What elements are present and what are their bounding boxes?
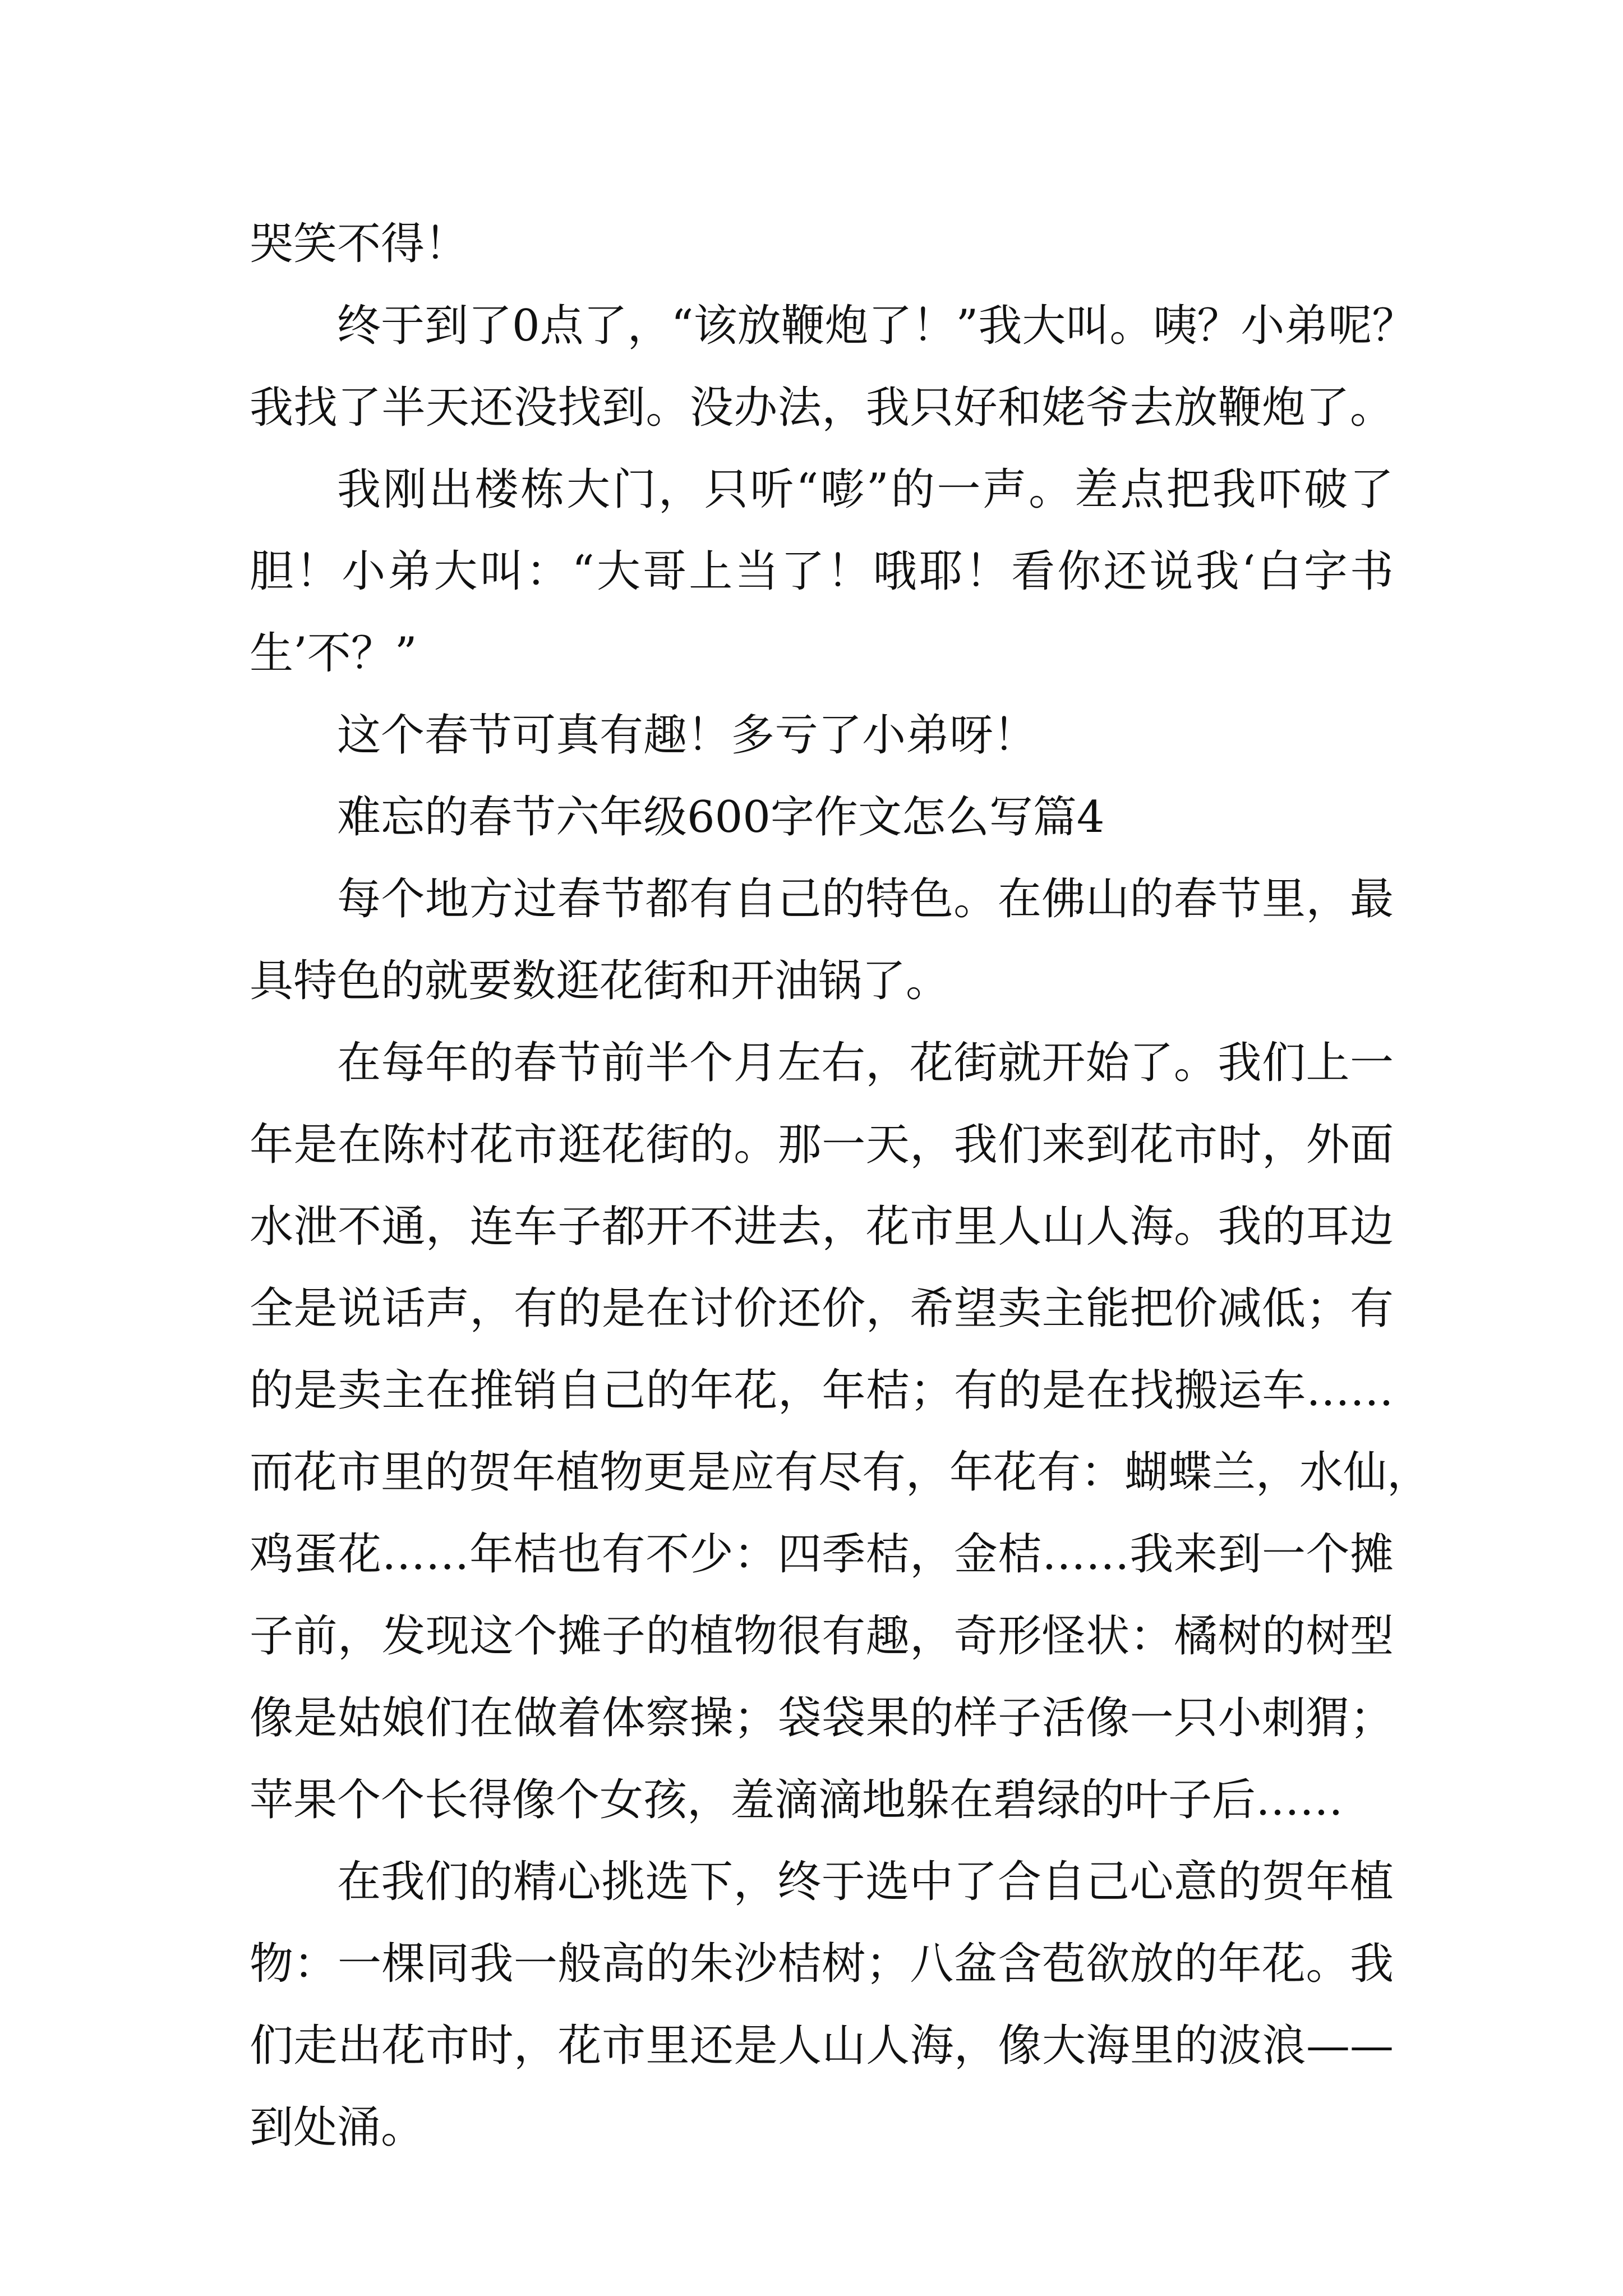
text-line: 水泄不通，连车子都开不进去，花市里人山人海。我的耳边: [250, 1202, 1394, 1252]
text-line: 全是说话声，有的是在讨价还价，希望卖主能把价减低；有: [250, 1283, 1394, 1334]
text-line: 鸡蛋花……年桔也有不少：四季桔，金桔……我来到一个摊: [250, 1529, 1394, 1580]
text-line: 我找了半天还没找到。没办法，我只好和姥爷去放鞭炮了。: [250, 383, 1394, 433]
text-line: 我刚出楼栋大门，只听“嘭”的一声。差点把我吓破了: [337, 464, 1394, 515]
text-line: 年是在陈村花市逛花街的。那一天，我们来到花市时，外面: [250, 1120, 1394, 1170]
text-line: 终于到了0点了，“该放鞭炮了！”我大叫。咦？小弟呢？: [337, 301, 1416, 351]
text-line: 生’不？”: [250, 628, 417, 679]
text-line: 的是卖主在推销自己的年花，年桔；有的是在找搬运车……: [250, 1365, 1394, 1416]
text-line: 子前，发现这个摊子的植物很有趣，奇形怪状：橘树的树型: [250, 1611, 1394, 1662]
text-line: 物：一棵同我一般高的朱沙桔树；八盆含苞欲放的年花。我: [250, 1939, 1394, 1989]
text-line: 在每年的春节前半个月左右，花街就开始了。我们上一: [337, 1038, 1394, 1088]
text-line: 像是姑娘们在做着体察操；袋袋果的样子活像一只小刺猬；: [250, 1693, 1394, 1743]
text-line: 每个地方过春节都有自己的特色。在佛山的春节里，最: [337, 874, 1394, 924]
text-line: 这个春节可真有趣！多亏了小弟呀！: [337, 710, 1038, 761]
text-line: 而花市里的贺年植物更是应有尽有，年花有：蝴蝶兰，水仙，: [250, 1447, 1431, 1498]
text-line: 们走出花市时，花市里还是人山人海，像大海里的波浪——: [250, 2021, 1394, 2071]
body-text: [250, 203, 1431, 2169]
text-line: 到处涌。: [250, 2102, 425, 2153]
text-line: 苹果个个长得像个女孩，羞滴滴地躲在碧绿的叶子后……: [250, 1775, 1344, 1825]
text-line: 哭笑不得！: [250, 219, 469, 269]
text-line: 在我们的精心挑选下，终于选中了合自己心意的贺年植: [337, 1857, 1394, 1907]
text-line: 难忘的春节六年级600字作文怎么写篇4: [337, 792, 1105, 843]
text-line: 具特色的就要数逛花街和开油锅了。: [250, 956, 950, 1006]
text-line: 胆！小弟大叫：“大哥上当了！哦耶！看你还说我‘白字书: [250, 546, 1394, 597]
